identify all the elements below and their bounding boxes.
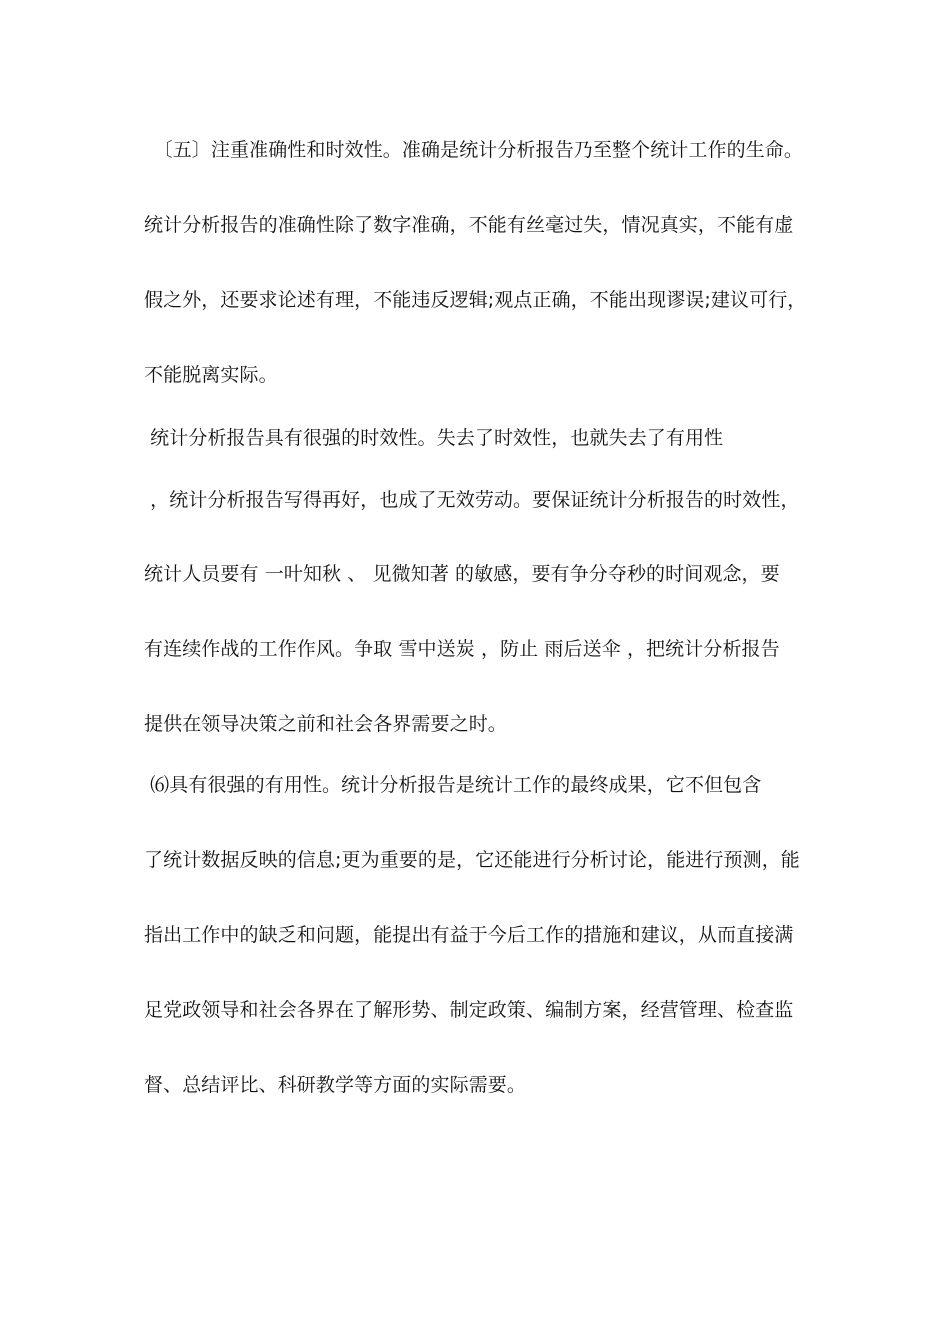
paragraph-line: ⑹具有很强的有用性。统计分析报告是统计工作的最终成果，它不但包含 — [144, 774, 762, 796]
paragraph-line: 有连续作战的工作作风。争取 雪中送炭 ，防止 雨后送伞 ，把统计分析报告 — [144, 638, 780, 660]
paragraph-line: 统计分析报告的准确性除了数字准确，不能有丝毫过失，情况真实，不能有虚 — [144, 214, 794, 236]
paragraph-line: 指出工作中的缺乏和问题，能提出有益于今后工作的措施和建议，从而直接满 — [144, 924, 794, 946]
paragraph-line: 了统计数据反映的信息;更为重要的是，它还能进行分析讨论，能进行预测，能 — [144, 849, 800, 871]
paragraph-line: 足党政领导和社会各界在了解形势、制定政策、编制方案，经营管理、检查监 — [144, 999, 794, 1021]
paragraph-line: 〔五〕注重准确性和时效性。准确是统计分析报告乃至整个统计工作的生命。 — [144, 139, 804, 161]
paragraph-line: ，统计分析报告写得再好，也成了无效劳动。要保证统计分析报告的时效性， — [144, 489, 800, 511]
paragraph-line: 不能脱离实际。 — [144, 364, 278, 386]
paragraph-line: 提供在领导决策之前和社会各界需要之时。 — [144, 713, 507, 735]
paragraph-line: 统计人员要有 一叶知秋 、 见微知著 的敏感，要有争分夺秒的时间观念，要 — [144, 563, 780, 585]
paragraph-line: 假之外，还要求论述有理，不能违反逻辑;观点正确，不能出现谬误;建议可行， — [144, 289, 807, 311]
paragraph-line: 督、总结评比、科研教学等方面的实际需要。 — [144, 1074, 527, 1096]
paragraph-line: 统计分析报告具有很强的时效性。失去了时效性，也就失去了有用性 — [144, 427, 724, 449]
